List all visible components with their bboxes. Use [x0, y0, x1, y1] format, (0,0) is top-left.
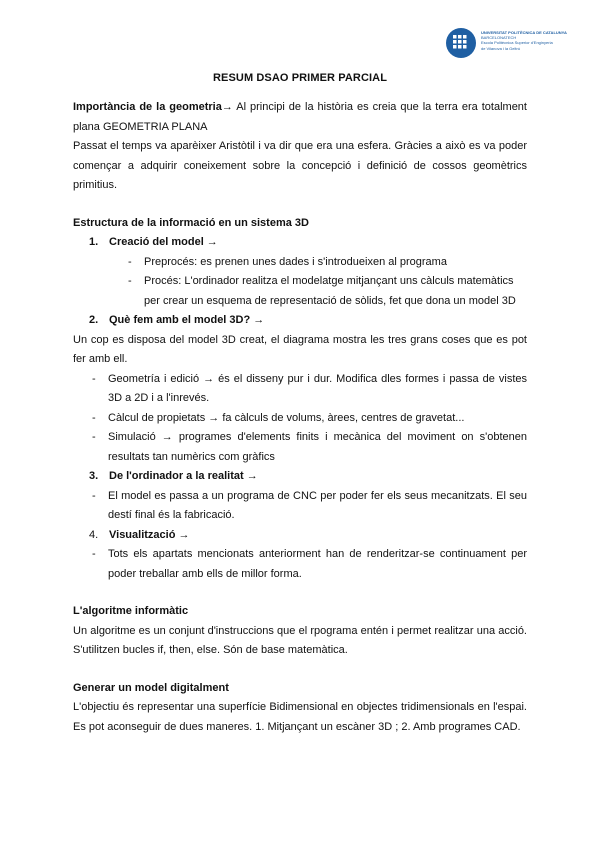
digital-model-heading: Generar un model digitalment — [73, 681, 229, 694]
list-item — [73, 409, 527, 429]
section-number: 2. — [89, 314, 99, 326]
section-2-intro: Un cop es disposa del model 3D creat, el diagrama mostra les tres grans coses que es pot fer amb ell. — [73, 333, 527, 365]
list-item-text: El model es passa a un programa de CNC per poder fer els seus mecanitzats. El seu destí final és la fabricació. — [108, 489, 527, 521]
intro-paragraph-2: Passat el temps va aparèixer Aristòtil i va dir que era una esfera. Gràcies a això es va poder començar a adquirir coneixement sobre la concepció i definició de cossos geomètrics primitius. — [73, 140, 527, 191]
structure-heading: Estructura de la informació en un sistema 3D — [73, 216, 309, 229]
section-number: 1. — [89, 236, 99, 248]
list-item — [73, 487, 527, 526]
section-2-title — [73, 311, 527, 331]
logo-line: Escola Politècnica Superior d'Enginyeria — [481, 40, 553, 46]
bullet: - — [92, 489, 96, 502]
list-item-text: Càlcul de propietats → fa càlculs de volums, àrees, centres de gravetat... — [108, 411, 465, 424]
bullet: - — [92, 431, 96, 443]
section-1-title — [73, 233, 527, 253]
logo-line: UNIVERSITAT POLITÈCNICA DE CATALUNYA — [481, 30, 567, 35]
algorithm-heading: L'algoritme informàtic — [73, 605, 189, 617]
section-number: 3. — [89, 470, 99, 482]
bullet: - — [128, 255, 132, 268]
list-item-text: Preprocés: es prenen unes dades i s'introdueixen al programa — [144, 255, 447, 268]
list-item-text: Tots els apartats mencionats anteriorment han de renderitzar-se continuament per poder treballar amb ells de millor forma. — [108, 548, 527, 580]
list-item-text: Procés: L'ordinador realitza el modelatge mitjançant uns càlculs matemàtics per crear un esquema de representació de sòlids, fet que dona un model 3D — [144, 275, 516, 307]
logo-text — [481, 30, 576, 51]
section-title: Creació del model → — [109, 236, 218, 248]
list-item-text: Geometría i edició → és el disseny pur i dur. Modifica dles formes i passa de vistes 3D a 2D i a l'inrevés. — [108, 372, 527, 404]
list-item — [73, 428, 527, 467]
list-item — [73, 370, 527, 409]
bullet: - — [92, 411, 96, 424]
list-item — [73, 545, 527, 584]
arrow-icon: → — [221, 101, 233, 113]
upc-logo-icon — [446, 28, 476, 58]
document-title: RESUM DSAO PRIMER PARCIAL — [212, 72, 388, 84]
section-number: 4. — [89, 528, 99, 541]
intro-paragraph — [73, 98, 527, 137]
algorithm-text: Un algoritme es un conjunt d'instruccions que el rpograma entén i permet realitzar una acció. S'utilitzen bucles if, then, else. Són de base matemàtica. — [73, 624, 527, 656]
intro-heading: Importància de la geometria — [73, 101, 222, 113]
logo-line: de Vilanova i la Geltrú — [481, 45, 521, 51]
section-title: Visualització → — [109, 528, 190, 541]
university-logo — [446, 28, 576, 64]
bullet: - — [128, 275, 132, 287]
digital-model-text: L'objectiu és representar una superfície Bidimensional en objectes tridimensionals en l'espai. Es pot aconseguir de dues maneres. 1. Mitjançant un escàner 3D ; 2. Amb programes CAD. — [73, 701, 527, 733]
list-item-text: Simulació → programes d'elements finits i mecànica del moviment on s'obtenen resultats tan numèrics com gràfics — [108, 431, 527, 463]
list-item — [73, 253, 527, 273]
list-item — [73, 272, 527, 311]
section-title: De l'ordinador a la realitat → — [109, 470, 258, 482]
section-title: Què fem amb el model 3D? → — [109, 314, 265, 326]
bullet: - — [92, 548, 96, 560]
document-body — [73, 98, 527, 737]
logo-line: BARCELONATECH — [481, 35, 517, 41]
section-3-title — [73, 467, 527, 487]
section-4-title — [73, 526, 527, 546]
intro-text: Al principi de la història es creia que la terra era totalment plana GEOMETRIA PLANA — [73, 101, 527, 133]
bullet: - — [92, 372, 96, 385]
